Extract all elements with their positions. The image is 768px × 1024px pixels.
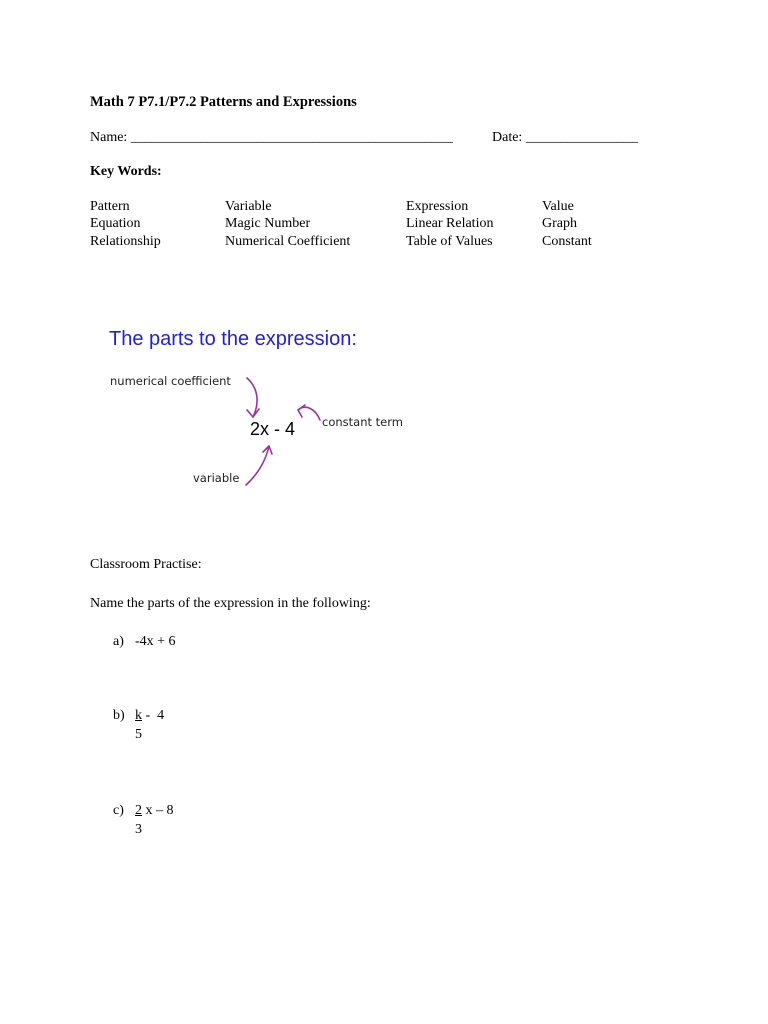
key-word: Graph [542, 216, 577, 231]
key-word: Table of Values [406, 234, 493, 249]
key-word: Linear Relation [406, 216, 494, 231]
key-word: Numerical Coefficient [225, 234, 351, 249]
fraction-numerator: 2 [135, 803, 142, 818]
key-word: Value [542, 199, 574, 214]
item-expression-c [135, 803, 174, 819]
variable-label: variable [193, 471, 240, 485]
key-word: Magic Number [225, 216, 311, 231]
item-expression-b [135, 708, 164, 724]
item-label-b: b) [113, 708, 125, 723]
date-field[interactable]: Date: ________________ [492, 130, 638, 145]
fraction-numerator: k [135, 708, 142, 723]
item-label-c: c) [113, 803, 124, 818]
constant-label: constant term [322, 415, 403, 429]
key-words-heading: Key Words: [90, 164, 162, 179]
expression-remainder: - 4 [142, 708, 165, 723]
name-field[interactable]: Name: ______________________________________________ [90, 130, 453, 145]
key-word: Constant [542, 234, 592, 249]
constant-arrow [298, 407, 320, 420]
item-expression-a: -4x + 6 [135, 634, 176, 649]
diagram-heading: The parts to the expression: [109, 328, 357, 350]
fraction-denominator: 3 [135, 822, 142, 837]
key-word: Variable [225, 199, 272, 214]
item-label-a: a) [113, 634, 124, 649]
coefficient-arrowhead [247, 409, 259, 417]
worksheet-title: Math 7 P7.1/P7.2 Patterns and Expressions [90, 94, 357, 110]
key-word: Pattern [90, 199, 130, 214]
variable-arrow [246, 446, 269, 485]
practise-heading: Classroom Practise: [90, 557, 202, 572]
expression-remainder: x – 8 [142, 803, 174, 818]
practise-instruction: Name the parts of the expression in the following: [90, 596, 371, 611]
key-word: Relationship [90, 234, 161, 249]
fraction-denominator: 5 [135, 727, 142, 742]
key-word: Equation [90, 216, 141, 231]
coefficient-label: numerical coefficient [110, 374, 231, 388]
key-word: Expression [406, 199, 469, 214]
sample-expression: 2x - 4 [250, 419, 296, 439]
